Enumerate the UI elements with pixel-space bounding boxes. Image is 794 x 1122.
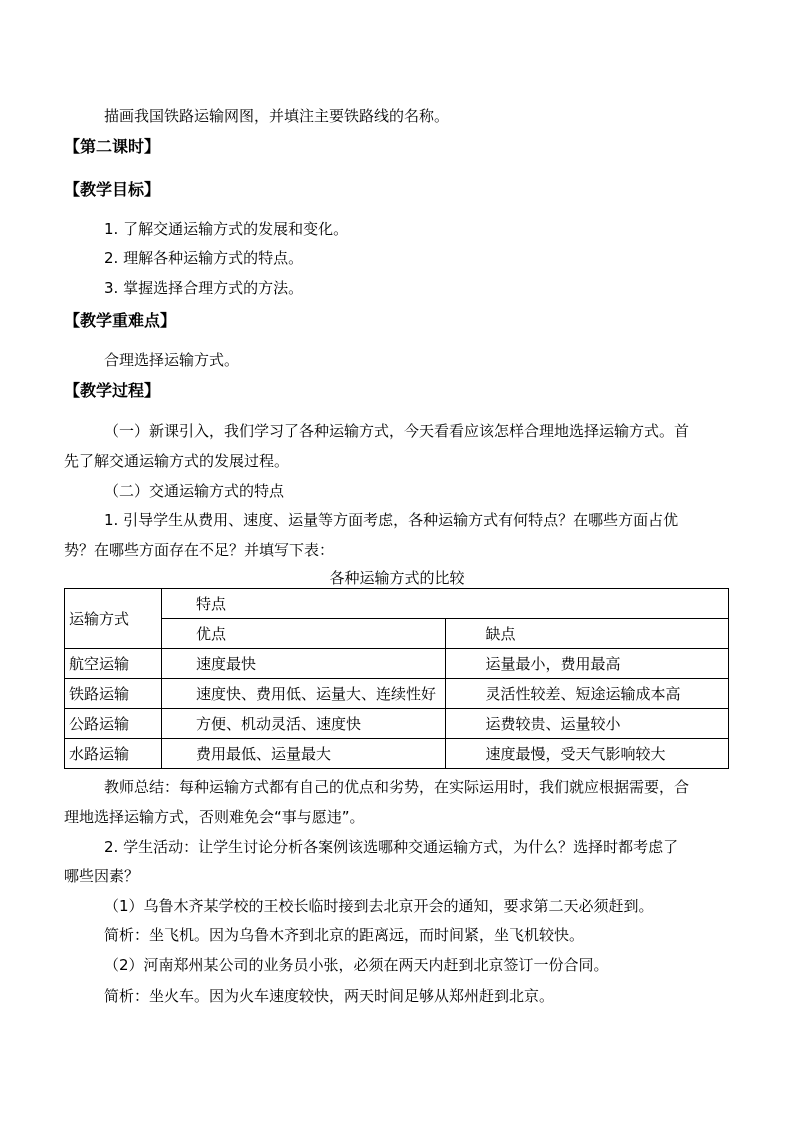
objective-item-2: 2. 理解各种运输方式的特点。 (104, 249, 304, 267)
disadvantage-cell: 速度最慢，受天气影响较大 (445, 739, 729, 769)
objective-item-1: 1. 了解交通运输方式的发展和变化。 (104, 220, 349, 238)
comparison-table (64, 588, 729, 769)
process-paragraph-2: （二）交通运输方式的特点 (104, 482, 285, 500)
advantage-cell: 方便、机动灵活、速度快 (162, 709, 446, 739)
table-subheader-row (65, 619, 729, 649)
objectives-heading: 【教学目标】 (64, 180, 161, 199)
table-row (65, 739, 729, 769)
summary-line-1: 教师总结：每种运输方式都有自己的优点和劣势，在实际运用时，我们就应根据需要，合 (104, 778, 690, 796)
mode-cell: 公路运输 (65, 709, 162, 739)
advantage-cell: 速度最快 (162, 649, 446, 679)
disadvantage-cell: 运量最小，费用最高 (445, 649, 729, 679)
table-caption: 各种运输方式的比较 (329, 569, 465, 587)
feature-header: 特点 (162, 589, 729, 619)
process-paragraph-3-line-1: 1. 引导学生从费用、速度、运量等方面考虑，各种运输方式有何特点？在哪些方面占优 (104, 511, 679, 529)
process-paragraph-1-line-2: 先了解交通运输方式的发展过程。 (64, 452, 290, 470)
mode-cell: 航空运输 (65, 649, 162, 679)
table-row (65, 649, 729, 679)
case-1: （1）乌鲁木齐某学校的王校长临时接到去北京开会的通知，要求第二天必须赶到。 (104, 897, 654, 915)
objective-item-3: 3. 掌握选择合理方式的方法。 (104, 279, 304, 297)
advantage-cell: 速度快、费用低、运量大、连续性好 (162, 679, 446, 709)
intro-text: 描画我国铁路运输网图，并填注主要铁路线的名称。 (104, 107, 450, 125)
process-heading: 【教学过程】 (64, 381, 161, 400)
key-points-heading: 【教学重难点】 (64, 311, 177, 330)
summary-line-2: 理地选择运输方式，否则难免会“事与愿违”。 (64, 808, 365, 826)
process-paragraph-3-line-2: 势？在哪些方面存在不足？并填写下表： (64, 541, 335, 559)
disadvantage-header: 缺点 (445, 619, 729, 649)
mode-cell: 水路运输 (65, 739, 162, 769)
key-points-text: 合理选择运输方式。 (104, 351, 240, 369)
mode-cell: 铁路运输 (65, 679, 162, 709)
disadvantage-cell: 运费较贵、运量较小 (445, 709, 729, 739)
table-header-row (65, 589, 729, 619)
advantage-cell: 费用最低、运量最大 (162, 739, 446, 769)
advantage-header: 优点 (162, 619, 446, 649)
case-2: （2）河南郑州某公司的业务员小张，必须在两天内赶到北京签订一份合同。 (104, 956, 609, 974)
activity-line-1: 2. 学生活动：让学生讨论分析各案例该选哪种交通运输方式，为什么？选择时都考虑了 (104, 838, 679, 856)
case-2-analysis: 简析：坐火车。因为火车速度较快，两天时间足够从郑州赶到北京。 (104, 987, 555, 1005)
lesson-heading: 【第二课时】 (64, 137, 161, 156)
activity-line-2: 哪些因素？ (64, 867, 140, 885)
case-1-analysis: 简析：坐飞机。因为乌鲁木齐到北京的距离远，而时间紧，坐飞机较快。 (104, 926, 585, 944)
table-row (65, 679, 729, 709)
table-row (65, 709, 729, 739)
mode-header: 运输方式 (65, 589, 162, 649)
process-paragraph-1-line-1: （一）新课引入，我们学习了各种运输方式，今天看看应该怎样合理地选择运输方式。首 (104, 422, 690, 440)
disadvantage-cell: 灵活性较差、短途运输成本高 (445, 679, 729, 709)
